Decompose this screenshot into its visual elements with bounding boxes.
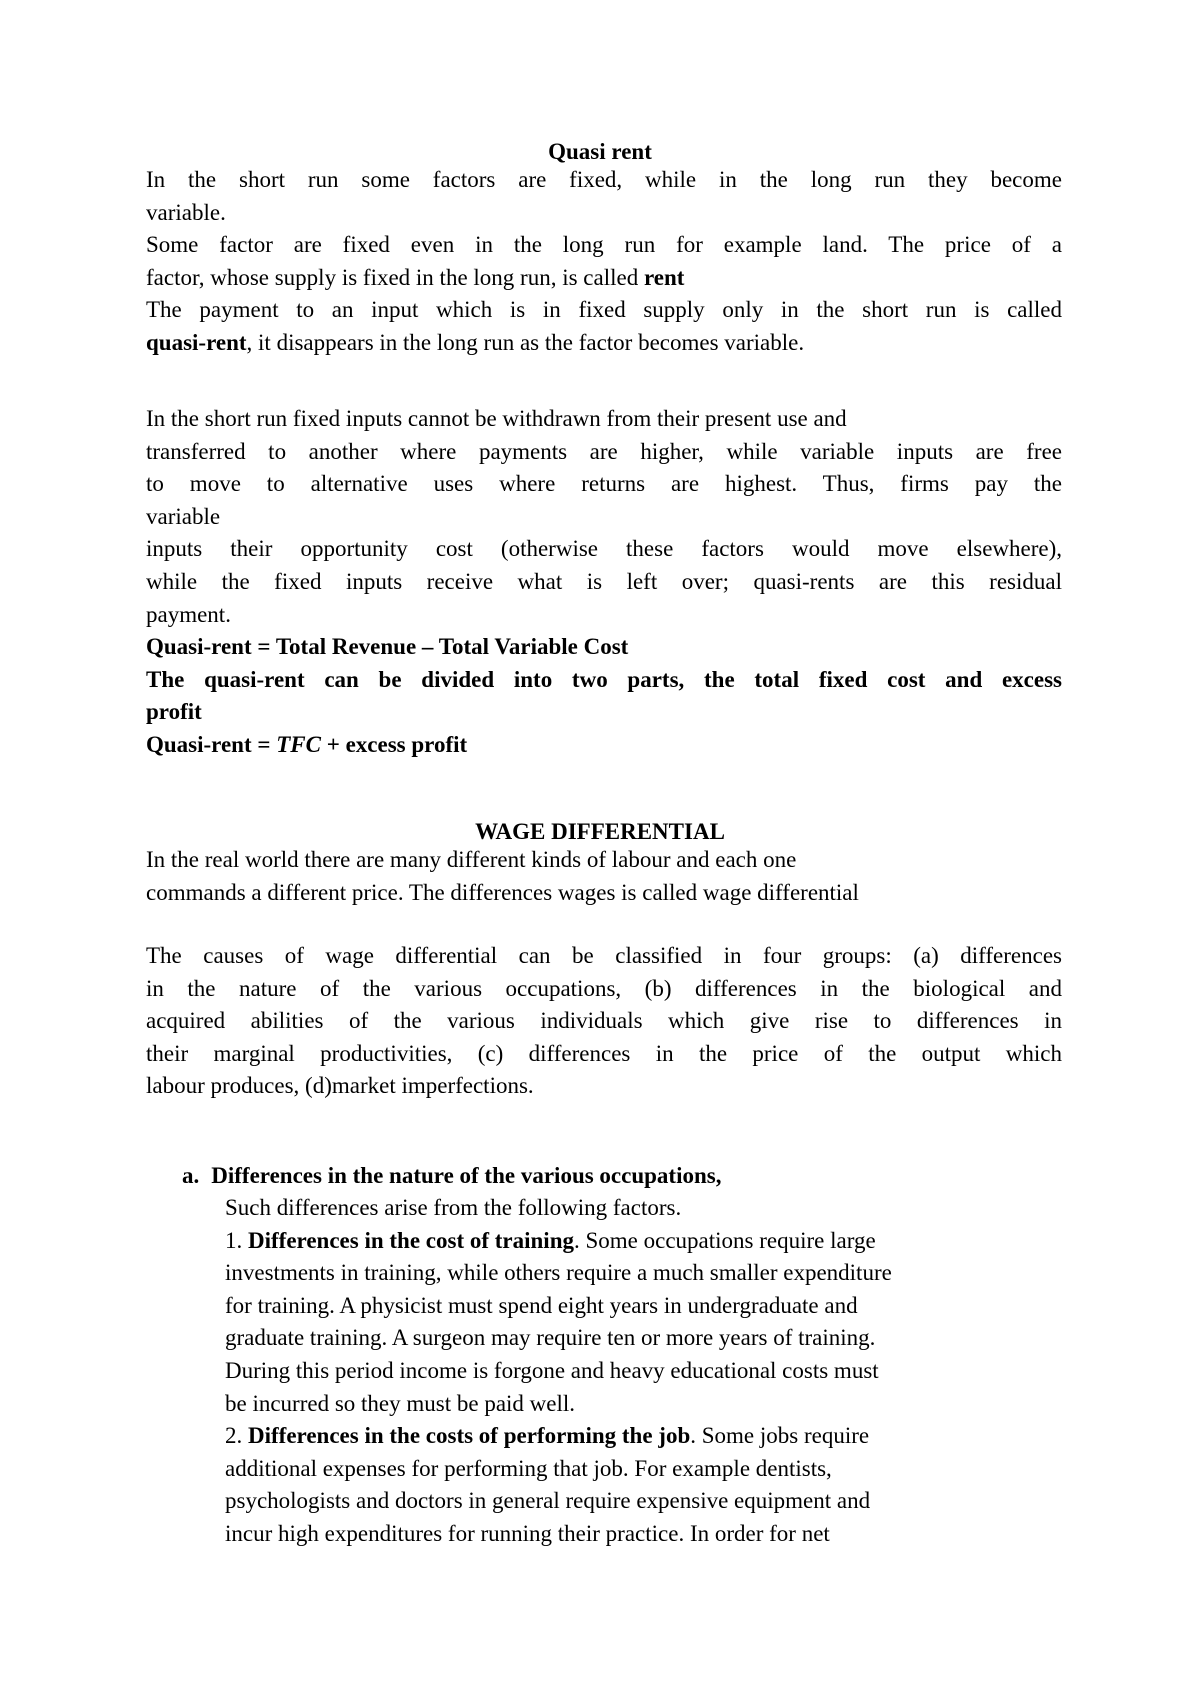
list-item-a-body (225, 1192, 1062, 1551)
text-line: psychologists and doctors in general require expensive equipment and (225, 1488, 871, 1514)
text-line: commands a different price. The differences wages is called wage differential (146, 879, 859, 905)
text-line (225, 1420, 1062, 1453)
term-quasi-rent: quasi-rent (146, 329, 247, 355)
term-tfc: TFC (276, 731, 321, 757)
item-number: 1. (225, 1227, 248, 1253)
section-heading: Differences in the nature of the various occupations, (211, 1163, 722, 1188)
wage-causes-paragraph (146, 940, 1062, 1103)
text-line: Such differences arise from the following factors. (225, 1195, 682, 1220)
text-line: The quasi-rent can be divided into two parts, the total fixed cost and excess (146, 666, 1062, 692)
text-line: transferred to another where payments are higher, while variable inputs are free (146, 438, 1062, 464)
title-quasi-rent: Quasi rent (548, 139, 652, 164)
text-line (182, 1160, 1062, 1193)
text-line: During this period income is forgone and heavy educational costs must (225, 1357, 879, 1383)
text-line: payment. (146, 601, 231, 627)
text-line: In the short run some factors are fixed, while in the long run they become (146, 167, 1062, 192)
text-line: acquired abilities of the various individuals which give rise to differences in (146, 1008, 1062, 1034)
term-rent: rent (643, 264, 685, 290)
text-line: incur high expenditures for running their practice. In order for net (225, 1520, 830, 1546)
text-span: Quasi-rent = (146, 731, 277, 757)
text-line (225, 1225, 1062, 1258)
text-line: investments in training, while others require a much smaller expenditure (225, 1260, 892, 1286)
text-line: their marginal productivities, (c) differences in the price of the output which (146, 1040, 1062, 1066)
text-span: factor, whose supply is fixed in the long run, is called (146, 264, 644, 290)
item-heading: Differences in the costs of performing the job (248, 1423, 691, 1449)
text-line (146, 262, 1062, 295)
text-line: additional expenses for performing that job. For example dentists, (225, 1455, 832, 1481)
text-line: be incurred so they must be paid well. (225, 1390, 576, 1416)
text-line: The causes of wage differential can be classified in four groups: (a) differences (146, 943, 1062, 968)
formula-quasi-rent-revenue: Quasi-rent = Total Revenue – Total Variable Cost (146, 634, 629, 660)
intro-paragraph (146, 164, 1062, 360)
text-span: . Some jobs require (690, 1423, 870, 1449)
fixed-inputs-paragraph (146, 403, 1062, 762)
text-line: labour produces, (d)market imperfections. (146, 1073, 534, 1099)
heading-wage-differential: WAGE DIFFERENTIAL (475, 819, 725, 844)
text-line: graduate training. A surgeon may require ten or more years of training. (225, 1325, 876, 1351)
text-span: . Some occupations require large (574, 1227, 876, 1253)
formula-quasi-rent-tfc (146, 729, 1062, 762)
text-line: The payment to an input which is in fixed supply only in the short run is called (146, 297, 1062, 323)
item-number: 2. (225, 1423, 248, 1449)
text-line: profit (146, 699, 202, 725)
text-line: for training. A physicist must spend eight years in undergraduate and (225, 1292, 858, 1318)
item-heading: Differences in the cost of training (248, 1227, 574, 1253)
wage-intro-paragraph (146, 844, 1062, 909)
text-line: variable. (146, 199, 226, 225)
text-span: , it disappears in the long run as the factor becomes variable. (246, 329, 805, 355)
text-line: Some factor are fixed even in the long run for example land. The price of a (146, 232, 1062, 258)
text-line: inputs their opportunity cost (otherwise these factors would move elsewhere), (146, 536, 1062, 562)
list-marker: a. (182, 1163, 200, 1188)
text-line: In the real world there are many different kinds of labour and each one (146, 847, 797, 872)
text-line: In the short run fixed inputs cannot be withdrawn from their present use and (146, 406, 847, 431)
text-line: variable (146, 503, 221, 529)
text-line: while the fixed inputs receive what is left over; quasi-rents are this residual (146, 568, 1062, 594)
text-line: in the nature of the various occupations, (b) differences in the biological and (146, 975, 1062, 1001)
list-item-a-heading (182, 1160, 1062, 1193)
text-span: + excess profit (320, 731, 468, 757)
text-line (146, 327, 1062, 360)
text-line: to move to alternative uses where returns are highest. Thus, firms pay the (146, 471, 1062, 497)
